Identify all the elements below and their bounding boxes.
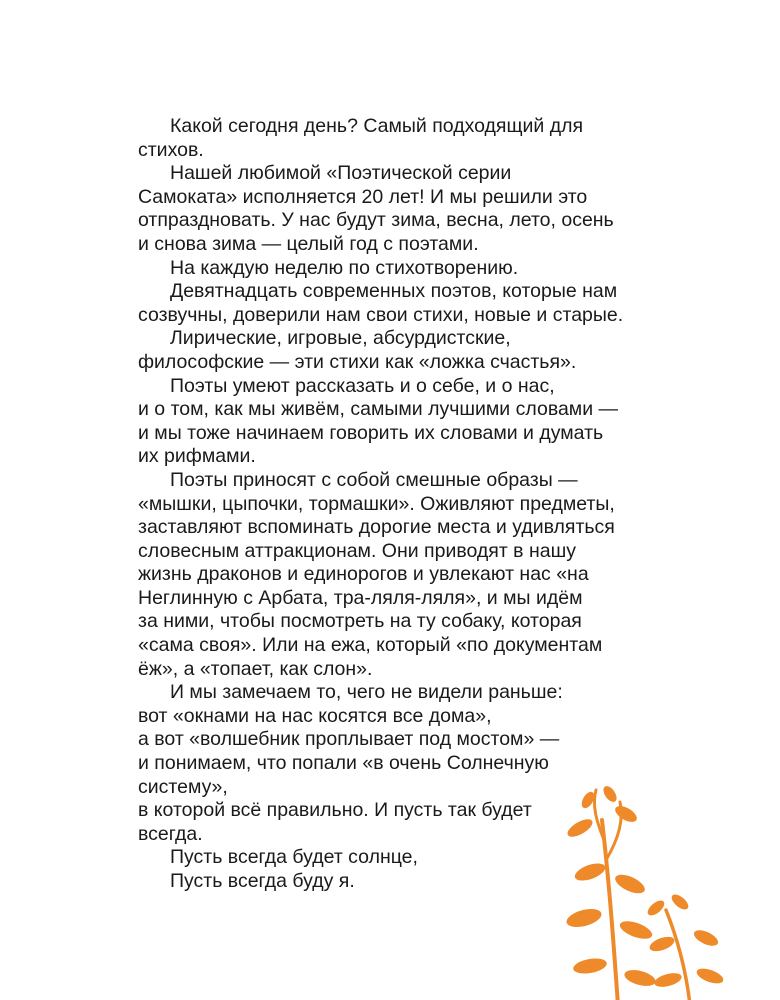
text-line: и снова зима — целый год с поэтами. — [138, 232, 479, 255]
leaf — [648, 934, 677, 954]
text-line: «сама своя». Или на ежа, который «по документам — [138, 634, 603, 657]
leaf — [653, 971, 683, 990]
leaf — [601, 784, 620, 804]
branch-part — [666, 910, 690, 1000]
leaf — [645, 898, 667, 919]
text-line: Нашей любимой «Поэтической серии — [170, 162, 512, 185]
leaf — [618, 918, 655, 943]
leaf — [572, 956, 608, 976]
text-line: ёж», а «топает, как слон». — [138, 657, 373, 680]
text-line: всегда. — [138, 822, 203, 845]
text-line: Девятнадцать современных поэтов, которые нам — [170, 280, 618, 303]
text-line: И мы замечаем то, чего не видели раньше: — [170, 681, 563, 704]
text-line: и о том, как мы живём, самыми лучшими словами — — [138, 398, 619, 421]
leaf — [669, 892, 691, 913]
text-line: Неглинную с Арбата, тра-ляля-ляля», и мы идём — [138, 586, 583, 609]
body-text — [138, 115, 658, 894]
text-line: философские — эти стихи как «ложка счастья». — [138, 350, 577, 373]
text-line: вот «окнами на нас косятся все дома», — [138, 704, 492, 727]
text-line: и понимаем, что попали «в очень Солнечную — [138, 752, 549, 775]
leaf — [613, 871, 648, 897]
branch-part — [602, 820, 618, 1000]
text-line: словесным аттракционам. Они приводят в нашу — [138, 539, 576, 562]
text-line: Лирические, игровые, абсурдистские, — [170, 327, 511, 350]
text-line: Пусть всегда буду я. — [170, 870, 355, 892]
text-line: Поэты умеют рассказать и о себе, и о нас, — [170, 374, 555, 397]
text-line: стихов. — [138, 138, 204, 161]
text-line: заставляют вспоминать дорогие места и удивляться — [138, 516, 615, 539]
text-line: в которой всё правильно. И пусть так будет — [138, 799, 532, 822]
leaf — [695, 966, 725, 987]
orange-branch-icon — [540, 780, 780, 1000]
text-line: а вот «волшебник проплывает под мостом» — — [138, 728, 560, 751]
leaf — [573, 860, 608, 884]
text-line: «мышки, цыпочки, тормашки». Оживляют предметы, — [138, 492, 615, 515]
leaf — [613, 803, 640, 825]
text-line: Пусть всегда будет солнце, — [170, 846, 418, 869]
text-line: отпраздновать. У нас будут зима, весна, лето, осень — [138, 209, 614, 232]
text-line: систему», — [138, 775, 228, 798]
text-line: их рифмами. — [138, 445, 256, 468]
leaf — [623, 967, 658, 989]
text-line: за ними, чтобы посмотреть на ту собаку, которая — [138, 610, 582, 633]
leaf — [565, 906, 604, 931]
text-line: На каждую неделю по стихотворению. — [170, 256, 519, 279]
leaf — [565, 816, 595, 840]
text-line: Самоката» исполняется 20 лет! И мы решили это — [138, 185, 588, 208]
text-line: Поэты приносят с собой смешные образы — — [170, 468, 578, 491]
text-line: и мы тоже начинаем говорить их словами и думать — [138, 421, 604, 444]
leaf — [692, 927, 721, 949]
text-line: жизнь драконов и единорогов и увлекают нас «на — [138, 563, 589, 586]
text-line: созвучны, доверили нам свои стихи, новые и старые. — [138, 303, 624, 326]
text-line: Какой сегодня день? Самый подходящий для — [170, 115, 584, 137]
branch-part — [594, 790, 604, 840]
